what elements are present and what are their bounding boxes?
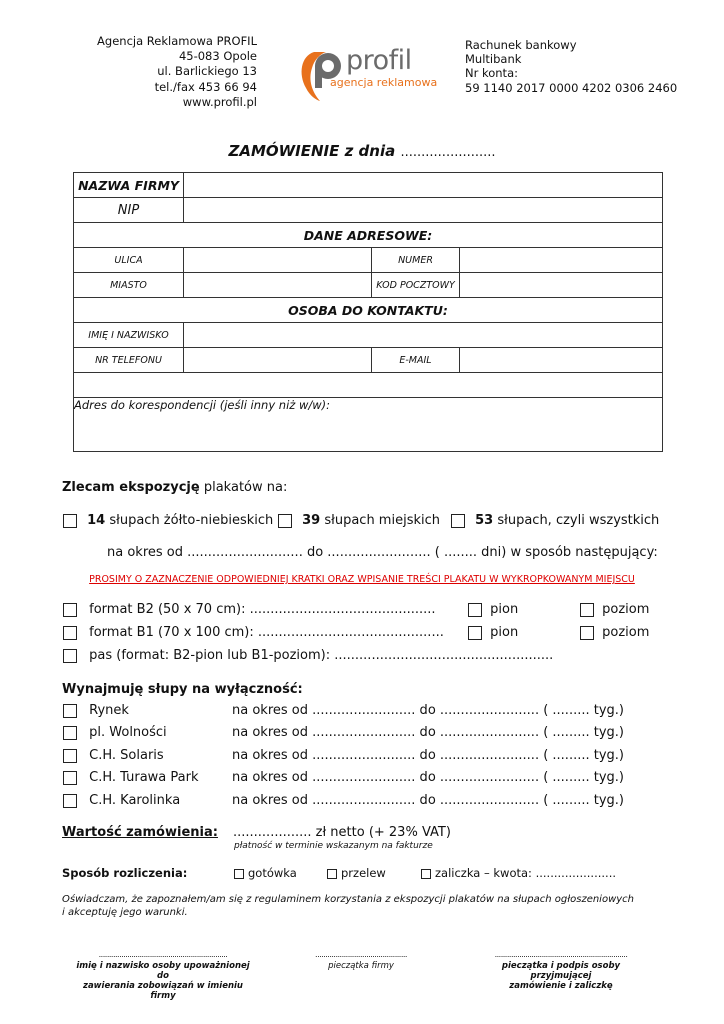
rental-name: C.H. Karolinka xyxy=(89,793,181,808)
company-name-label: NAZWA FIRMY xyxy=(74,173,184,198)
company-name-field[interactable] xyxy=(184,173,663,198)
format-b1-poziom[interactable] xyxy=(580,625,649,640)
pas-label: pas (format: B2-pion lub B1-poziom): ..................................................... xyxy=(89,648,554,663)
format-b2-pion[interactable] xyxy=(468,602,518,617)
exposure-heading-bold: Zlecam ekspozycję xyxy=(62,480,200,495)
pas-checkbox[interactable] xyxy=(63,649,77,663)
rental-period[interactable]: na okres od ......................... do ........................ ( ......... tyg.) xyxy=(232,793,624,808)
option-53-text: słupach, czyli wszystkich xyxy=(493,513,660,528)
rental-row-solaris[interactable] xyxy=(63,748,164,763)
payment-term-note: płatność w terminie wskazanym na fakturze xyxy=(234,841,433,851)
city-label: MIASTO xyxy=(74,273,184,298)
company-street: ul. Barlickiego 13 xyxy=(157,64,257,79)
blank-row[interactable] xyxy=(74,373,663,398)
option-14-num: 14 xyxy=(87,513,106,528)
rental-checkbox[interactable] xyxy=(63,704,77,718)
rental-checkbox[interactable] xyxy=(63,794,77,808)
format-b1-label: format B1 (70 x 100 cm): ............................................. xyxy=(89,625,444,640)
profil-logo xyxy=(296,44,438,104)
address-section-header: DANE ADRESOWE: xyxy=(74,223,663,248)
checkbox-39[interactable] xyxy=(278,514,292,528)
account-label: Nr konta: xyxy=(465,66,518,81)
pas-row[interactable] xyxy=(63,648,553,663)
rental-row-karolinka[interactable] xyxy=(63,793,180,808)
number-field[interactable] xyxy=(460,248,663,273)
format-b2-checkbox[interactable] xyxy=(63,603,77,617)
signature-caption: pieczątka firmy xyxy=(328,961,394,971)
rental-row-rynek[interactable] xyxy=(63,703,129,718)
street-label: ULICA xyxy=(74,248,184,273)
correspondence-field[interactable] xyxy=(74,398,663,452)
rental-name: C.H. Turawa Park xyxy=(89,770,199,785)
caption-line-1: pieczątka i podpis osoby przyjmującej xyxy=(501,961,621,981)
rental-period[interactable]: na okres od ......................... do ........................ ( ......... tyg.) xyxy=(232,703,624,718)
bank-name: Multibank xyxy=(465,52,522,67)
street-field[interactable] xyxy=(184,248,372,273)
city-field[interactable] xyxy=(184,273,372,298)
title-date-field[interactable]: ....................... xyxy=(400,145,496,160)
signature-authorized[interactable] xyxy=(74,950,252,1001)
rental-name: C.H. Solaris xyxy=(89,748,164,763)
exposure-period[interactable]: na okres od ............................ do ......................... ( ........ dni) w sposób następujący: xyxy=(107,545,658,560)
correspondence-label: Adres do korespondencji (jeśli inny niż w/w): xyxy=(74,398,331,412)
advance-checkbox[interactable] xyxy=(421,869,431,879)
payment-method-label: Sposób rozliczenia: xyxy=(62,866,188,880)
exposure-heading-rest: plakatów na: xyxy=(199,480,288,495)
rental-period[interactable]: na okres od ......................... do ........................ ( ......... tyg.) xyxy=(232,770,624,785)
format-b1-checkbox[interactable] xyxy=(63,626,77,640)
rental-period[interactable]: na okres od ......................... do ........................ ( ......... tyg.) xyxy=(232,725,624,740)
rental-checkbox[interactable] xyxy=(63,771,77,785)
email-label: E-MAIL xyxy=(372,348,460,373)
number-label: NUMER xyxy=(372,248,460,273)
company-name: Agencja Reklamowa PROFIL xyxy=(97,34,257,48)
format-b2-row[interactable] xyxy=(63,602,436,617)
signature-receiver[interactable] xyxy=(476,950,646,991)
name-label: IMIĘ I NAZWISKO xyxy=(74,323,184,348)
order-value-amount[interactable]: ................... zł netto (+ 23% VAT) xyxy=(233,825,451,840)
format-b1-pion-checkbox[interactable] xyxy=(468,626,482,640)
name-field[interactable] xyxy=(184,323,663,348)
transfer-label: przelew xyxy=(341,866,386,880)
nip-label: NIP xyxy=(74,198,184,223)
signature-caption xyxy=(476,961,646,991)
contact-section-header: OSOBA DO KONTAKTU: xyxy=(74,298,663,323)
pion-label: pion xyxy=(490,602,519,617)
exposure-option-53[interactable] xyxy=(451,513,659,528)
option-39-text: słupach miejskich xyxy=(320,513,440,528)
bank-label: Rachunek bankowy xyxy=(465,38,577,52)
rental-row-turawa[interactable] xyxy=(63,770,199,785)
rental-checkbox[interactable] xyxy=(63,726,77,740)
rental-row-wolnosci[interactable] xyxy=(63,725,167,740)
payment-transfer-option[interactable] xyxy=(327,866,386,880)
caption-line-1: imię i nazwisko osoby upoważnionej do xyxy=(76,961,250,981)
cash-checkbox[interactable] xyxy=(234,869,244,879)
signature-line[interactable]: ................................................................. xyxy=(494,950,628,959)
signature-stamp[interactable] xyxy=(287,950,435,971)
statement-line-2: i akceptuję jego warunki. xyxy=(62,907,188,918)
pion-label: pion xyxy=(490,625,519,640)
option-53-num: 53 xyxy=(475,513,494,528)
exposure-option-39[interactable] xyxy=(278,513,440,528)
format-b2-pion-checkbox[interactable] xyxy=(468,603,482,617)
company-phone: tel./fax 453 66 94 xyxy=(154,79,257,94)
poziom-label: poziom xyxy=(602,602,650,617)
format-b1-pion[interactable] xyxy=(468,625,518,640)
phone-label: NR TELEFONU xyxy=(74,348,184,373)
format-b1-row[interactable] xyxy=(63,625,444,640)
format-b2-label: format B2 (50 x 70 cm): ............................................. xyxy=(89,602,436,617)
bank-info xyxy=(465,38,677,95)
rental-period[interactable]: na okres od ......................... do ........................ ( ......... tyg.) xyxy=(232,748,624,763)
company-website: www.profil.pl xyxy=(182,94,257,109)
signature-caption xyxy=(74,961,252,1001)
terms-statement xyxy=(62,893,634,919)
rental-heading: Wynajmuję słupy na wyłączność: xyxy=(62,682,303,697)
instruction-note: PROSIMY O ZAZNACZENIE ODPOWIEDNIEJ KRATKI ORAZ WPISANIE TREŚCI PLAKATU W WYKROPKOWANYM MIEJSCU xyxy=(89,574,635,585)
phone-field[interactable] xyxy=(184,348,372,373)
cash-label: gotówka xyxy=(248,866,297,880)
caption-line-2: zamówienie i zaliczkę xyxy=(509,981,613,991)
postal-label: KOD POCZTOWY xyxy=(372,273,460,298)
rental-name: Rynek xyxy=(89,703,129,718)
option-14-text: słupach żółto-niebieskich xyxy=(105,513,274,528)
signature-line[interactable]: ............................................................... xyxy=(98,950,228,959)
statement-line-1: Oświadczam, że zapoznałem/am się z regulaminem korzystania z ekspozycji plakatów na słupach ogłoszeniowych xyxy=(62,894,635,905)
payment-cash-option[interactable] xyxy=(234,866,297,880)
company-postal: 45-083 Opole xyxy=(178,49,257,64)
postal-field[interactable] xyxy=(460,273,663,298)
account-number: 59 1140 2017 0000 4202 0306 2460 xyxy=(465,80,678,95)
format-b2-poziom-checkbox[interactable] xyxy=(580,603,594,617)
company-info xyxy=(40,34,257,110)
order-value-label: Wartość zamówienia: xyxy=(62,825,218,840)
logo-word: profil xyxy=(346,45,412,76)
email-field[interactable] xyxy=(460,348,663,373)
transfer-checkbox[interactable] xyxy=(327,869,337,879)
title-text: ZAMÓWIENIE z dnia xyxy=(228,142,396,160)
nip-field[interactable] xyxy=(184,198,663,223)
rental-name: pl. Wolności xyxy=(89,725,167,740)
rental-checkbox[interactable] xyxy=(63,749,77,763)
option-39-num: 39 xyxy=(302,513,321,528)
checkbox-53[interactable] xyxy=(451,514,465,528)
format-b1-poziom-checkbox[interactable] xyxy=(580,626,594,640)
signature-line[interactable]: ............................................. xyxy=(315,950,407,959)
page-title xyxy=(0,142,724,160)
advance-label: zaliczka – kwota: ...................... xyxy=(435,866,617,880)
poziom-label: poziom xyxy=(602,625,650,640)
exposure-heading xyxy=(62,480,287,495)
exposure-option-14[interactable] xyxy=(63,513,273,528)
caption-line-2: zawierania zobowiązań w imieniu firmy xyxy=(83,981,243,1001)
payment-advance-option[interactable] xyxy=(421,866,616,880)
logo-subtitle: agencja reklamowa xyxy=(330,76,438,89)
order-form-table xyxy=(73,172,663,452)
format-b2-poziom[interactable] xyxy=(580,602,649,617)
checkbox-14[interactable] xyxy=(63,514,77,528)
